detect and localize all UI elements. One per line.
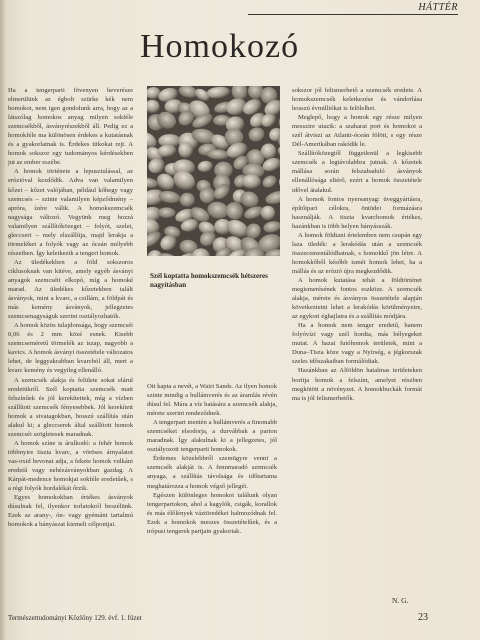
sand-grains-image	[147, 86, 280, 256]
paragraph: Ott kapta a nevét, a Wairi Sands. Az ilyen homok szinte mindig a hullámverés és az áramlás révén dúsul fel. Mára a víz hatására a szemcsék alakja, mérete szerint rendeződnek.	[147, 383, 277, 418]
paragraph: Ha a tengerparti fövenyen heverésze elmerülünk az égbolt szürke kék nem homokot, nem igen gondolunk arra, hogy az a látszólag homokos anyag milyen sokféle szemcsékből, ásványrészekből áll. Pedig ez a homokféle ma különösen érdekes a kutatásnak és a gyakorlatnak is. Érdekes titkokat rejt. A homok sokszor egy tudományos kérdésekben jut az ember eszébe.	[8, 87, 133, 167]
header-rule	[248, 14, 458, 15]
paragraph: A homok története a lepusztulással, az erózióval kezdődik. Adva van valamilyen kőzet – kőzet valójában, például kőhegy vagy szemcsés – szinte valamilyen képződmény – apróra, ízére válik. A homokszemcsék nagysága változó. Vegyünk meg hozzá valamilyen szállítóközeget – folyót, szelet, gleccsert – mely elszállítja, majd lerakja a törmeléket a folyók vagy az óceán mélyebb részeiben. Így keletkezik a tengeri homok.	[8, 168, 133, 257]
paragraph: Meglepő, hogy a homok egy része milyen messzire utazik: a szaharai port és homokot a szél átviszi az Atlanti-óceán fölött, s egy része Dél-Amerikában rakódik le.	[292, 114, 422, 149]
paragraph: Érdemes közelebbről szemügyre venni a szemcsék alakját is. A fennmaradó szemcsék anyaga, a szállítás távolsága és időtartama meghatározza a homok végső jellegét.	[147, 455, 277, 490]
paragraph: A homok fontos nyersanyag: üveggyártásra, építőipari célokra, öntödei formázásra használják. A tiszta kvarchomok értékes, hazánkban is több helyen bányásszák.	[292, 195, 422, 230]
paragraph: A tengerpart mentén a hullámverés a finomabb szemcséket elsodorja, a durvábbak a parton maradnak. Így alakulnak ki a jellegzetes, jól osztályozott tengerparti homokok.	[147, 419, 277, 454]
article-title: Homokozó	[140, 28, 300, 65]
paragraph: Szállítóközegtől függetlenül a legkisebb szemcsék a legtávolabbra jutnak. A kőzetek mállása során felszabaduló ásványok ellenállósága eltérő, ezért a homok összetétele idővel átalakul.	[292, 150, 422, 194]
paragraph: Hazánkban az Alföldön hatalmas területeken borítja homok a felszínt, amelyet részben megkötött a növényzet. A homokbuckák formái ma is jól felismerhetők.	[292, 367, 422, 402]
paragraph: A szemcsék alakja és felülete sokat elárul eredetükről. Szél koptatta szemcsék matt felszínűek és jól kerekítettek, míg a vízben szállított szemcsék fényesebbek. Jól kerekített homok a sivatagokban, hosszú szállítás után alakul ki; a gleccserek által szállított homok szemcséi szögletesek maradnak.	[8, 376, 133, 438]
page-number: 23	[418, 612, 428, 623]
paragraph: Egészen különleges homokot találunk olyan tengerpartokon, ahol a kagylók, csigák, korallok és más élőlények váztöredékei halmozódnak fel. Ezek a homokok meszes összetételűek, és a trópusi tengerek partjain gyakoriak.	[147, 491, 277, 535]
paragraph: A homok kutatása tehát a földtörténet megismerésének fontos eszköze. A szemcsék alakja, mérete és ásványos összetétele alapján következtetni lehet a lerakódás körülményeire, az egykori éghajlatra és a szállítás módjára.	[292, 276, 422, 321]
paragraph: A homok földtani értelemben nem csupán egy laza üledék: a lerakódás után a szemcsék összecementálódhatnak, s homokkő jön létre. A homokkőből később ismét homok lehet, ha a mállás és az erózió újra megkezdődik.	[292, 231, 422, 275]
paragraph: Ha a homok nem tenger eredetű, hanem folyóvízi vagy szél hordta, más bélyegeket mutat. A hazai futóhomok területek, mint a Duna–Tisza köze vagy a Nyírség, a jégkorszak szeles időszakaiban formálódtak.	[292, 322, 422, 366]
article-column-1	[8, 86, 133, 611]
paragraph: A homok közös tulajdonsága, hogy szemcséi 0,06 és 2 mm közé esnek. Kisebb szemcseméretű törmelék az iszap, nagyobb a kavics. A homok ásványi összetétele változatos lehet, de leggyakrabban kvarcból áll, mert a kvarc kemény és vegyileg ellenálló.	[8, 322, 133, 375]
paragraph: sokszor jól felismerhető a szemcsék eredete. A homokszemcsék keletkezése és vándorlása hosszú évmilliókat is felölelhet.	[292, 87, 422, 113]
paragraph: Egyes homokokban értékes ásványok dúsulnak fel, ilyenkor torlatokról beszélünk. Ezek az arany-, ón- vagy gyémánt tartalmú homokok a bányászat kiemelt célpontjai.	[8, 494, 133, 529]
page-spine	[0, 0, 6, 640]
section-label: HÁTTÉR	[418, 2, 458, 13]
photo-caption: Szél koptatta homokszemcsék hétszeres nagyításban	[150, 272, 268, 289]
paragraph: A homok színe is árulkodó: a fehér homok többnyire tiszta kvarc, a vöröses árnyalatot vas-oxid bevonat adja, a fekete homok vulkáni eredetű vagy nehézásványokban gazdag. A Kárpát-medence homokjai sokféle eredetűek, s a régi folyók hordalékát őrzik.	[8, 439, 133, 493]
journal-footer: Természettudományi Közlöny 129. évf. 1. füzet	[8, 614, 142, 622]
author-signature: N. G.	[392, 596, 409, 605]
paragraph: Az üledékekben a föld sokszoros ciklusoknak van kitéve, amely egyéb ásványi anyagok szemcséit elkopó, míg a homoké marad. Az üledékes kőzetekben talált ásványok, mint a kvarc, a csillám, a földpát és más kemény ásványok, jellegzetes szemcsenagyságuk szerint osztályozhatók.	[8, 258, 133, 321]
sand-grains-photo	[147, 86, 280, 256]
article-column-3	[292, 86, 422, 602]
article-column-2	[147, 382, 277, 622]
